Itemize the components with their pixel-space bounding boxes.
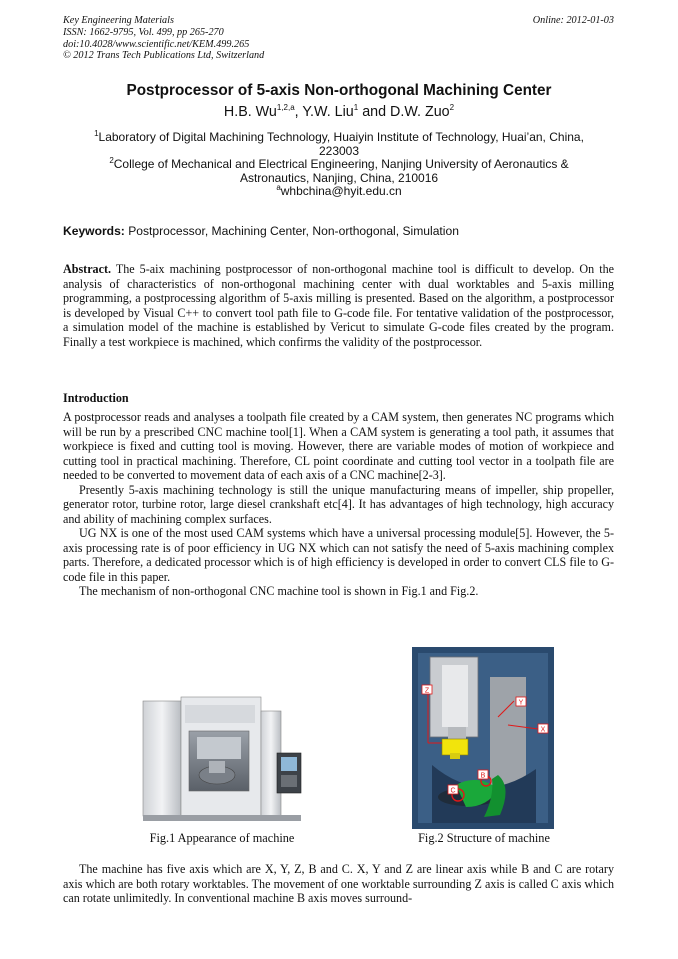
author-3: D.W. Zuo — [390, 104, 450, 120]
keywords-label: Keywords: — [63, 224, 125, 238]
paragraph: UG NX is one of the most used CAM systems which have a universal processing module[5]. However, the 5-axis processing rate is of poor efficiency in UG NX which can not satisfy the need of 5-axis machining complex parts. Therefore, a dedicated processor which is of high efficiency is developed in order to convert CLS file to G-code file in this paper. — [63, 526, 614, 584]
affiliation-1-text: Laboratory of Digital Machining Technology, Huaiyin Institute of Technology, Huai’an, China, 223003 — [98, 130, 584, 158]
author-separator: , — [294, 104, 303, 120]
fig1-machine-image — [139, 691, 305, 829]
fig2-label-z: Z — [424, 687, 430, 695]
doi-line: doi:10.4028/www.scientific.net/KEM.499.265 — [63, 38, 250, 50]
affiliation-1-mark: 1 — [94, 129, 99, 138]
email-mark: a — [276, 183, 281, 193]
author-list — [40, 104, 638, 120]
affiliation-2-mark: 2 — [109, 156, 114, 166]
introduction-body — [63, 410, 614, 599]
affiliations — [78, 131, 600, 199]
email[interactable] — [78, 185, 600, 199]
author-separator: and — [358, 104, 391, 120]
paper-title: Postprocessor of 5-axis Non-orthogonal Machining Center — [126, 82, 552, 99]
affiliation-1 — [78, 131, 600, 158]
fig1-caption: Fig.1 Appearance of machine — [149, 831, 295, 845]
keywords — [63, 224, 459, 238]
email-text: whbchina@hyit.edu.cn — [280, 184, 402, 199]
fig2-label-c: C — [450, 787, 456, 795]
paragraph: A postprocessor reads and analyses a toolpath file created by a CAM system, then generates NC programs which will be run by a prescribed CNC machine tool[1]. When a CAM system is generating a tool path, it assumes that workpiece is fixed and cutting tool is moving. However, there are variable modes of motion of workpiece and cutting tool in practical machining. Therefore, CL point coordinate and cutting tool vector in a toolpath file are needed to be converted to movement data of each axis of a CNC machine[2-3]. — [63, 410, 614, 482]
online-date: Online: 2012-01-03 — [532, 15, 614, 26]
paragraph: The mechanism of non-orthogonal CNC machine tool is shown in Fig.1 and Fig.2. — [79, 584, 479, 598]
author-2-affil: 1 — [353, 103, 359, 113]
journal-header — [63, 15, 264, 62]
affiliation-2-text: College of Mechanical and Electrical Engineering, Nanjing University of Aeronautics & Astronautics, Nanjing, China, 210016 — [113, 157, 569, 185]
author-1-affil: 1,2,a — [276, 103, 295, 113]
fig2-structure-image — [412, 647, 554, 829]
fig2-label-y: Y — [518, 699, 524, 707]
abstract — [63, 262, 614, 349]
fig2-label-x: X — [540, 726, 546, 734]
author-2: Y.W. Liu — [302, 104, 354, 120]
section-heading: Introduction — [63, 391, 129, 405]
copyright-line: © 2012 Trans Tech Publications Ltd, Switzerland — [63, 50, 265, 62]
journal-name: Key Engineering Materials — [63, 15, 174, 26]
affiliation-2 — [78, 158, 600, 185]
fig2-label-b: B — [480, 772, 486, 780]
abstract-label: Abstract. — [63, 262, 112, 276]
fig2-caption: Fig.2 Structure of machine — [418, 831, 550, 845]
paragraph: The machine has five axis which are X, Y, Z, B and C. X, Y and Z are linear axis while B and C are rotary axis which are both rotary worktables. The movement of one worktable surrounding Z axis is called C axis which can rotate unlimitedly. In conventional machine B axis moves surround- — [63, 862, 614, 905]
abstract-text: The 5-aix machining postprocessor of non-orthogonal machine tool is difficult to develop. On the analysis of characteristics of non-orthogonal machining center with dual worktables and 5-axis milling programming, a postprocessing algorithm of 5-axis milling is presented. Based on the algorithm, a postprocessor is developed by Visual C++ to convert tool path file to G-code file. For tentative validation of the postprocessor, a simulation model of the machine is established by Vericut to simulate G-code files created by the program. Finally a test workpiece is machined, which confirms the validity of the postprocessor. — [63, 262, 614, 349]
issn-line: ISSN: 1662-9795, Vol. 499, pp 265-270 — [63, 26, 224, 38]
author-3-affil: 2 — [449, 103, 455, 113]
paragraph: Presently 5-axis machining technology is still the unique manufacturing means of impeller, ship propeller, generator rotor, turbine rotor, large diesel crankshaft etc[4]. It has advantages of high technology, high accuracy and ability of machining complex surfaces. — [63, 482, 614, 526]
author-1: H.B. Wu — [223, 104, 277, 120]
keywords-text: Postprocessor, Machining Center, Non-orthogonal, Simulation — [124, 224, 459, 238]
